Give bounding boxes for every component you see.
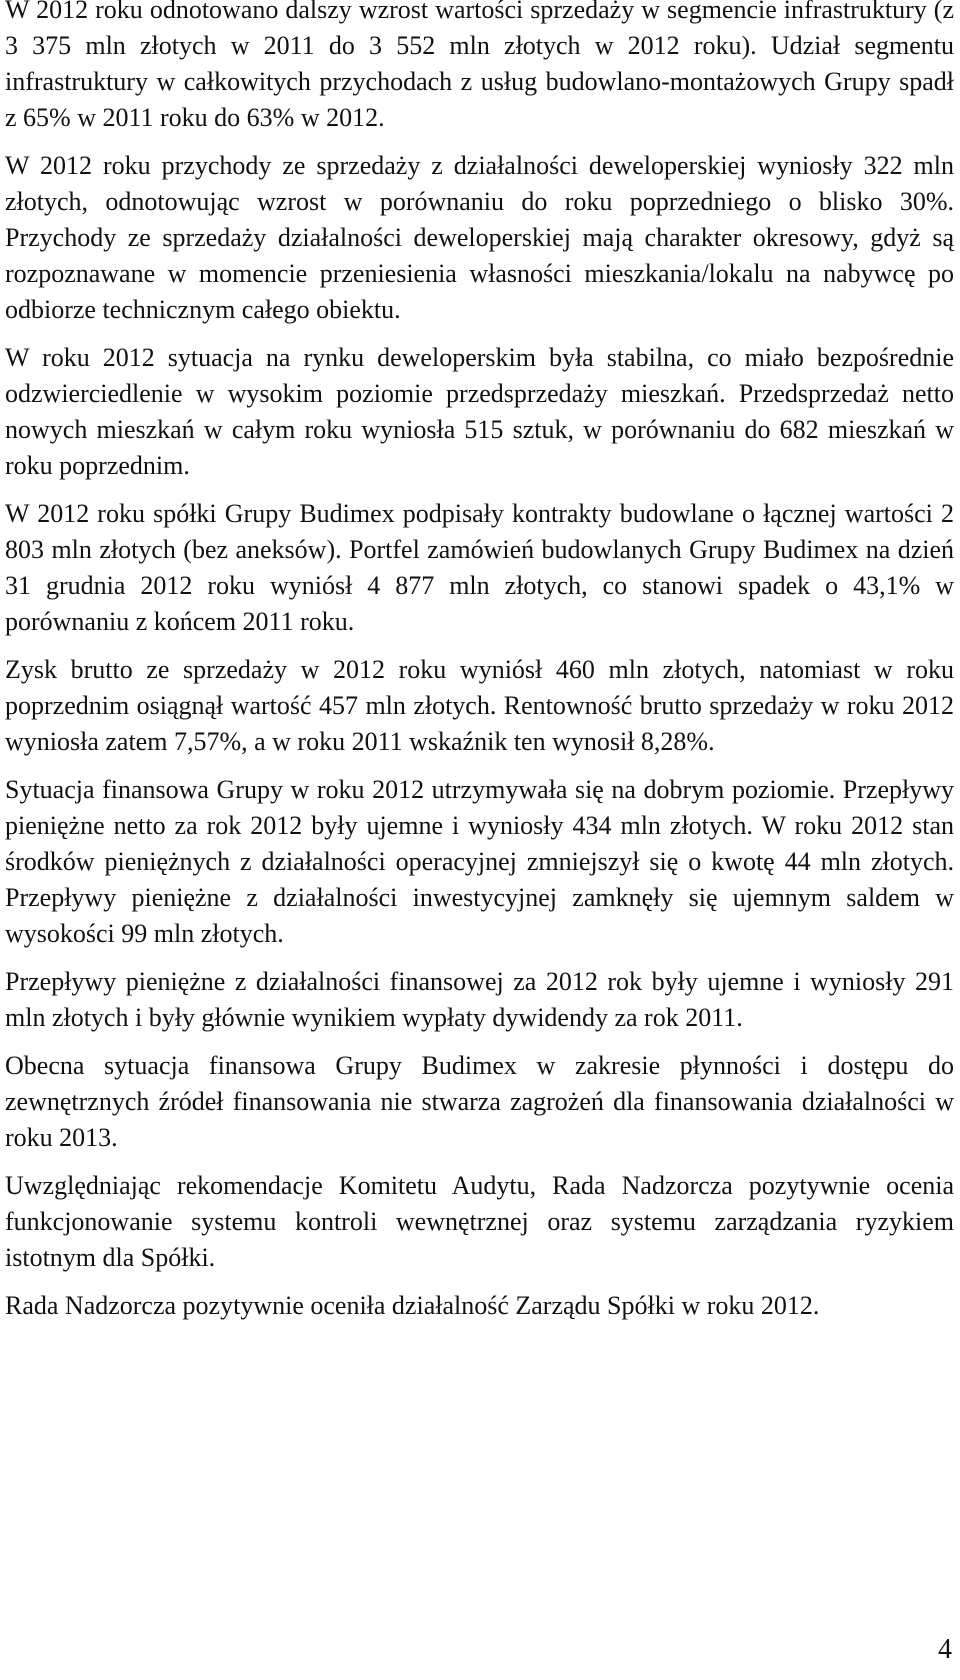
- paragraph-internal-control: Uwzględniając rekomendacje Komitetu Audytu, Rada Nadzorcza pozytywnie ocenia funkcjonowanie systemu kontroli wewnętrznej oraz systemu zarządzania ryzykiem istotnym dla Spółki.: [5, 1171, 954, 1272]
- paragraph-board-assessment: Rada Nadzorcza pozytywnie oceniła działalność Zarządu Spółki w roku 2012.: [5, 1291, 820, 1320]
- paragraph-construction-contracts: W 2012 roku spółki Grupy Budimex podpisały kontrakty budowlane o łącznej wartości 2 803 mln złotych (bez aneksów). Portfel zamówień budowlanych Grupy Budimex na dzień 31 grudnia 2012 roku wyniósł 4 877 mln złotych, co stanowi spadek o 43,1% w porównaniu z końcem 2011 roku.: [5, 499, 954, 636]
- paragraph-financial-situation: Sytuacja finansowa Grupy w roku 2012 utrzymywała się na dobrym poziomie. Przepływy pieniężne netto za rok 2012 były ujemne i wyniosły 434 mln złotych. W roku 2012 stan środków pieniężnych z działalności operacyjnej zmniejszył się o kwotę 44 mln złotych. Przepływy pieniężne z działalności inwestycyjnej zamknęły się ujemnym saldem w wysokości 99 mln złotych.: [5, 775, 954, 948]
- page-number: 4: [938, 1634, 952, 1665]
- paragraph-residential-market: W roku 2012 sytuacja na rynku deweloperskim była stabilna, co miało bezpośrednie odzwierciedlenie w wysokim poziomie przedsprzedaży mieszkań. Przedsprzedaż netto nowych mieszkań w całym roku wyniosła 515 sztuk, w porównaniu do 682 mieszkań w roku poprzednim.: [5, 343, 954, 480]
- paragraph-liquidity: Obecna sytuacja finansowa Grupy Budimex w zakresie płynności i dostępu do zewnętrznych źródeł finansowania nie stwarza zagrożeń dla finansowania działalności w roku 2013.: [5, 1051, 954, 1152]
- paragraph-development-revenue: W 2012 roku przychody ze sprzedaży z działalności deweloperskiej wyniosły 322 mln złotych, odnotowując wzrost w porównaniu do roku poprzedniego o blisko 30%. Przychody ze sprzedaży działalności deweloperskiej mają charakter okresowy, gdyż są rozpoznawane w momencie przeniesienia własności mieszkania/lokalu na nabywcę po odbiorze technicznym całego obiektu.: [5, 151, 954, 324]
- paragraph-gross-profit: Zysk brutto ze sprzedaży w 2012 roku wyniósł 460 mln złotych, natomiast w roku poprzednim osiągnął wartość 457 mln złotych. Rentowność brutto sprzedaży w roku 2012 wyniosła zatem 7,57%, a w roku 2011 wskaźnik ten wynosił 8,28%.: [5, 655, 954, 756]
- paragraph-infrastructure-sales: W 2012 roku odnotowano dalszy wzrost wartości sprzedaży w segmencie infrastruktury (z 3 375 mln złotych w 2011 do 3 552 mln złotych w 2012 roku). Udział segmentu infrastruktury w całkowitych przychodach z usług budowlano-montażowych Grupy spadł z 65% w 2011 roku do 63% w 2012.: [5, 0, 954, 132]
- paragraph-financing-cash-flows: Przepływy pieniężne z działalności finansowej za 2012 rok były ujemne i wyniosły 291 mln złotych i były głównie wynikiem wypłaty dywidendy za rok 2011.: [5, 967, 954, 1032]
